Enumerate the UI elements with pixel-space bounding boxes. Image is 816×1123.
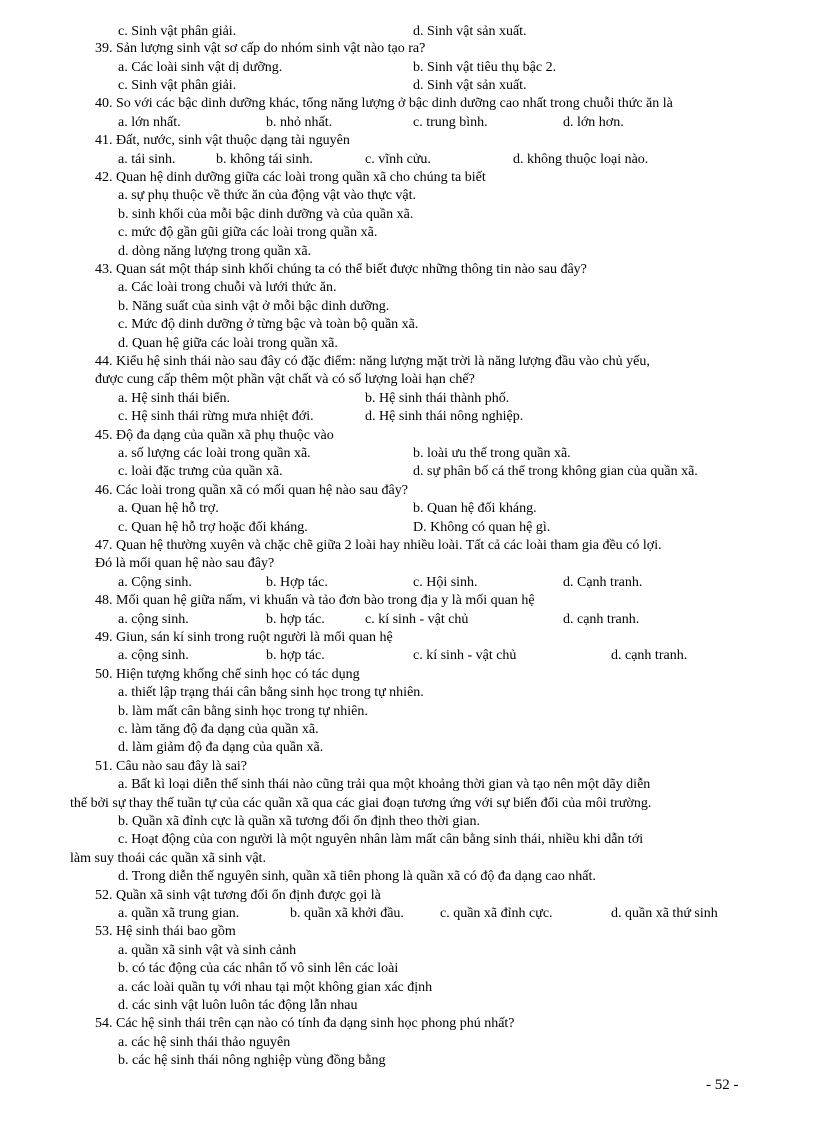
page-number: - 52 - xyxy=(706,1077,739,1093)
line-text: d. Trong diễn thế nguyên sinh, quần xã tiên phong là quần xã có độ đa dạng cao nhất. xyxy=(118,869,596,884)
line-text: Đó là mối quan hệ nào sau đây? xyxy=(95,556,275,571)
line-text: b. có tác động của các nhân tố vô sinh lên các loài xyxy=(118,961,399,976)
line-text: 42. Quan hệ dinh dưỡng giữa các loài trong quần xã cho chúng ta biết xyxy=(95,170,486,185)
option-text: b. Quan hệ đối kháng. xyxy=(413,501,537,516)
line-text: 51. Câu nào sau đây là sai? xyxy=(95,759,248,774)
line-text: 45. Độ đa dạng của quần xã phụ thuộc vào xyxy=(95,428,334,443)
line-text: 53. Hệ sinh thái bao gồm xyxy=(95,924,236,939)
option-text: b. Hợp tác. xyxy=(266,575,328,590)
line-text: 54. Các hệ sinh thái trên cạn nào có tính đa dạng sinh học phong phú nhất? xyxy=(95,1016,515,1031)
line-text: a. quần xã sinh vật và sinh cảnh xyxy=(118,943,297,958)
line-text: 44. Kiểu hệ sinh thái nào sau đây có đặc điểm: năng lượng mặt trời là năng lượng đầu vào chủ yếu, xyxy=(95,354,650,369)
line-text: c. Sinh vật phân giải. xyxy=(118,24,237,39)
line-text: b. các hệ sinh thái nông nghiệp vùng đồng bằng xyxy=(118,1053,386,1068)
option-text: d. cạnh tranh. xyxy=(563,612,640,627)
line-text: a. lớn nhất. xyxy=(118,115,181,130)
line-text: b. Quần xã đỉnh cực là quần xã tương đối ổn định theo thời gian. xyxy=(118,814,481,829)
option-text: b. hợp tác. xyxy=(266,648,325,663)
line-text: 48. Mối quan hệ giữa nấm, vi khuẩn và tảo đơn bào trong địa y là mối quan hệ xyxy=(95,593,535,608)
line-text: c. Sinh vật phân giải. xyxy=(118,78,237,93)
line-text: a. thiết lập trạng thái cân bằng sinh học trong tự nhiên. xyxy=(118,685,424,700)
option-text: d. quần xã thứ sinh xyxy=(611,906,718,921)
option-text: d. Hệ sinh thái nông nghiệp. xyxy=(365,409,524,424)
line-text: d. làm giảm độ đa dạng của quần xã. xyxy=(118,740,324,755)
option-text: b. Sinh vật tiêu thụ bậc 2. xyxy=(413,60,557,75)
option-text: c. trung bình. xyxy=(413,115,488,130)
line-text: c. loài đặc trưng của quần xã. xyxy=(118,464,283,479)
line-text: a. cộng sinh. xyxy=(118,612,189,627)
option-text: b. không tái sinh. xyxy=(216,152,313,167)
line-text: c. Hệ sinh thái rừng mưa nhiệt đới. xyxy=(118,409,314,424)
option-text: b. quần xã khởi đầu. xyxy=(290,906,404,921)
line-text: 39. Sản lượng sinh vật sơ cấp do nhóm sinh vật nào tạo ra? xyxy=(95,41,426,56)
line-text: được cung cấp thêm một phần vật chất và có số lượng loài hạn chế? xyxy=(95,372,475,387)
option-text: c. Hội sinh. xyxy=(413,575,478,590)
line-text: a. quần xã trung gian. xyxy=(118,906,240,921)
line-text: a. Bất kì loại diễn thế sinh thái nào cũng trải qua một khoảng thời gian và tạo nên một dãy diễn xyxy=(118,777,651,792)
option-text: d. không thuộc loại nào. xyxy=(513,152,649,167)
line-text: 50. Hiện tượng khống chế sinh học có tác dụng xyxy=(95,667,360,682)
line-text: d. Quan hệ giữa các loài trong quần xã. xyxy=(118,336,338,351)
line-text: 46. Các loài trong quần xã có mối quan hệ nào sau đây? xyxy=(95,483,408,498)
line-text: c. Quan hệ hỗ trợ hoặc đối kháng. xyxy=(118,520,308,535)
option-text: D. Không có quan hệ gì. xyxy=(413,520,551,535)
line-text: a. tái sinh. xyxy=(118,152,176,167)
option-text: c. quần xã đỉnh cực. xyxy=(440,906,553,921)
line-text: a. Các loài sinh vật dị dưỡng. xyxy=(118,60,283,75)
option-text: b. Hệ sinh thái thành phố. xyxy=(365,391,510,406)
line-text: d. dòng năng lượng trong quần xã. xyxy=(118,244,312,259)
option-text: d. Sinh vật sản xuất. xyxy=(413,24,527,39)
line-text: 47. Quan hệ thường xuyên và chặc chẽ giữa 2 loài hay nhiều loài. Tất cả các loài tham gia đều có lợi. xyxy=(95,538,662,553)
option-text: c. kí sinh - vật chủ xyxy=(365,612,469,627)
line-text: c. làm tăng độ đa dạng của quần xã. xyxy=(118,722,319,737)
line-text: làm suy thoái các quần xã sinh vật. xyxy=(70,851,266,866)
option-text: b. loài ưu thế trong quần xã. xyxy=(413,446,571,461)
line-text: a. Quan hệ hỗ trợ. xyxy=(118,501,219,516)
option-text: b. hợp tác. xyxy=(266,612,325,627)
line-text: a. các loài quần tụ với nhau tại một không gian xác định xyxy=(118,980,433,995)
option-text: d. lớn hơn. xyxy=(563,115,624,130)
option-text: d. Cạnh tranh. xyxy=(563,575,643,590)
line-text: a. Cộng sinh. xyxy=(118,575,192,590)
line-text: b. sinh khối của mỗi bậc dinh dưỡng và của quần xã. xyxy=(118,207,414,222)
option-text: c. vĩnh cửu. xyxy=(365,152,431,167)
option-text: b. nhỏ nhất. xyxy=(266,115,333,130)
line-text: c. mức độ gần gũi giữa các loài trong quần xã. xyxy=(118,225,378,240)
line-text: b. Năng suất của sinh vật ở mỗi bậc dinh dưỡng. xyxy=(118,299,390,314)
option-text: c. kí sinh - vật chủ xyxy=(413,648,517,663)
line-text: d. các sinh vật luôn luôn tác động lẫn nhau xyxy=(118,998,358,1013)
line-text: a. Các loài trong chuỗi và lưới thức ăn. xyxy=(118,280,337,295)
line-text: 49. Giun, sán kí sinh trong ruột người là mối quan hệ xyxy=(95,630,393,645)
line-text: 43. Quan sát một tháp sinh khối chúng ta có thể biết được những thông tin nào sau đây? xyxy=(95,262,587,277)
line-text: c. Mức độ dinh dưỡng ở từng bậc và toàn bộ quần xã. xyxy=(118,317,419,332)
line-text: a. các hệ sinh thái thảo nguyên xyxy=(118,1035,291,1050)
line-text: 41. Đất, nước, sinh vật thuộc dạng tài nguyên xyxy=(95,133,350,148)
option-text: d. sự phân bố cá thể trong không gian của quần xã. xyxy=(413,464,698,479)
line-text: a. Hệ sinh thái biển. xyxy=(118,391,230,406)
line-text: b. làm mất cân bằng sinh học trong tự nhiên. xyxy=(118,704,368,719)
line-text: 52. Quần xã sinh vật tương đối ổn định được gọi là xyxy=(95,888,381,903)
line-text: a. số lượng các loài trong quần xã. xyxy=(118,446,311,461)
line-text: c. Hoạt động của con người là một nguyên nhân làm mất cân bằng sinh thái, nhiều khi dẫn tới xyxy=(118,832,644,847)
line-text: 40. So với các bậc dinh dưỡng khác, tổng năng lượng ở bậc dinh dưỡng cao nhất trong chuỗi thức ăn là xyxy=(95,96,673,111)
option-text: d. cạnh tranh. xyxy=(611,648,688,663)
option-text: d. Sinh vật sản xuất. xyxy=(413,78,527,93)
line-text: thế bởi sự thay thế tuần tự của các quần xã qua các giai đoạn tương ứng với sự biến đổi của môi trường. xyxy=(70,796,652,811)
line-text: a. sự phụ thuộc về thức ăn của động vật vào thực vật. xyxy=(118,188,417,203)
line-text: a. cộng sinh. xyxy=(118,648,189,663)
